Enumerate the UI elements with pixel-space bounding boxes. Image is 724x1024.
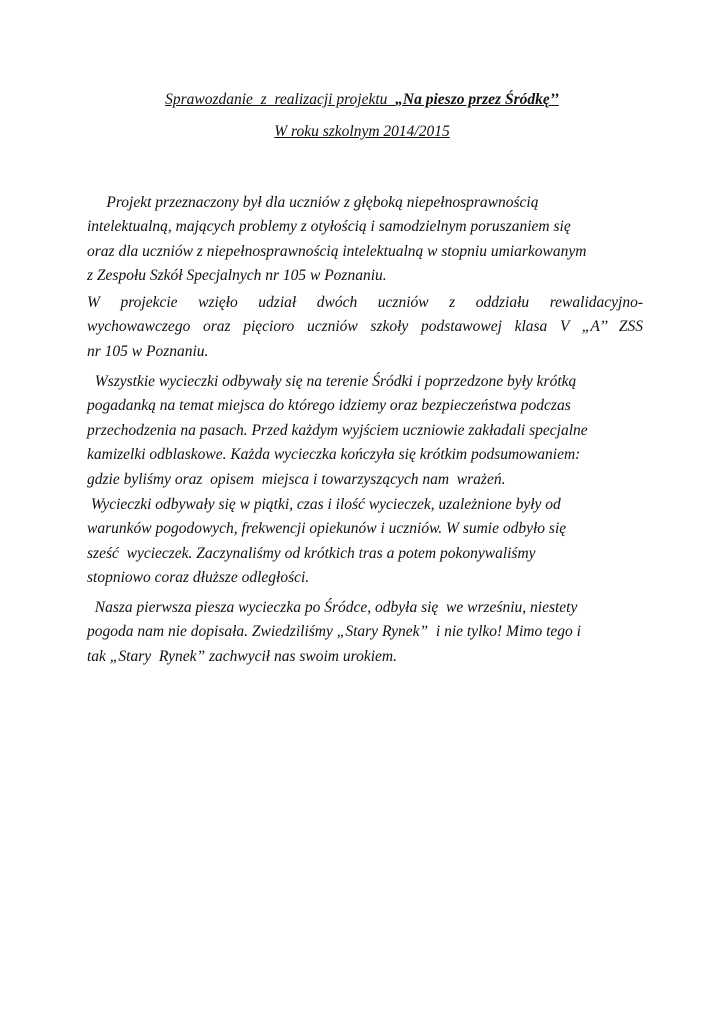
school-year: W roku szkolnym 2014/2015: [274, 123, 450, 140]
paragraph-trips-description: [87, 370, 643, 492]
paragraph-line: nr 105 w Poznaniu.: [87, 342, 209, 360]
paragraph-line: Wszystkie wycieczki odbywały się na terenie Śródki i poprzedzone były krótką: [87, 373, 577, 390]
paragraph-line: kamizelki odblaskowe. Każda wycieczka kończyła się krótkim podsumowaniem:: [87, 446, 581, 464]
paragraph-first-trip: [87, 596, 643, 669]
paragraph-line: W projekcie wzięło udział dwóch uczniów z oddziału rewalidacyjno-: [87, 294, 643, 311]
project-name: „Na pieszo przez Śródkę’’: [395, 91, 559, 108]
paragraph-line: wychowawczego oraz pięcioro uczniów szkoły podstawowej klasa V „A’’ ZSS: [87, 318, 643, 336]
paragraph-line: Projekt przeznaczony był dla uczniów z głęboką niepełnosprawnością: [87, 194, 539, 211]
paragraph-line: tak „Stary Rynek” zachwycił nas swoim urokiem.: [87, 647, 397, 665]
paragraph-line: z Zespołu Szkół Specjalnych nr 105 w Poznaniu.: [87, 267, 387, 285]
paragraph-line: Nasza pierwsza piesza wycieczka po Śródce, odbyła się we wrześniu, niestety: [87, 599, 578, 616]
report-subtitle: [0, 122, 724, 142]
paragraph-line: przechodzenia na pasach. Przed każdym wyjściem uczniowie zakładali specjalne: [87, 421, 588, 439]
paragraph-line: Wycieczki odbywały się w piątki, czas i ilość wycieczek, uzależnione były od: [87, 496, 561, 513]
report-title-prefix: Sprawozdanie z realizacji projektu: [165, 91, 396, 108]
paragraph-line: sześć wycieczek. Zaczynaliśmy od krótkich tras a potem pokonywaliśmy: [87, 544, 536, 562]
paragraph-participants: [87, 291, 643, 364]
paragraph-line: stopniowo coraz dłuższe odległości.: [87, 569, 310, 587]
paragraph-line: pogoda nam nie dopisała. Zwiedziliśmy „Stary Rynek” i nie tylko! Mimo tego i: [87, 623, 581, 641]
paragraph-line: warunków pogodowych, frekwencji opiekunów i uczniów. W sumie odbyło się: [87, 520, 567, 538]
paragraph-project-purpose: [87, 191, 643, 289]
paragraph-line: gdzie byliśmy oraz opisem miejsca i towarzyszących nam wrażeń.: [87, 470, 506, 488]
paragraph-line: intelektualną, mających problemy z otyłością i samodzielnym poruszaniem się: [87, 218, 571, 236]
paragraph-line: pogadanką na temat miejsca do którego idziemy oraz bezpieczeństwa podczas: [87, 397, 571, 415]
paragraph-trip-schedule: [87, 493, 643, 591]
report-title: [0, 90, 724, 110]
paragraph-line: oraz dla uczniów z niepełnosprawnością intelektualną w stopniu umiarkowanym: [87, 242, 587, 260]
